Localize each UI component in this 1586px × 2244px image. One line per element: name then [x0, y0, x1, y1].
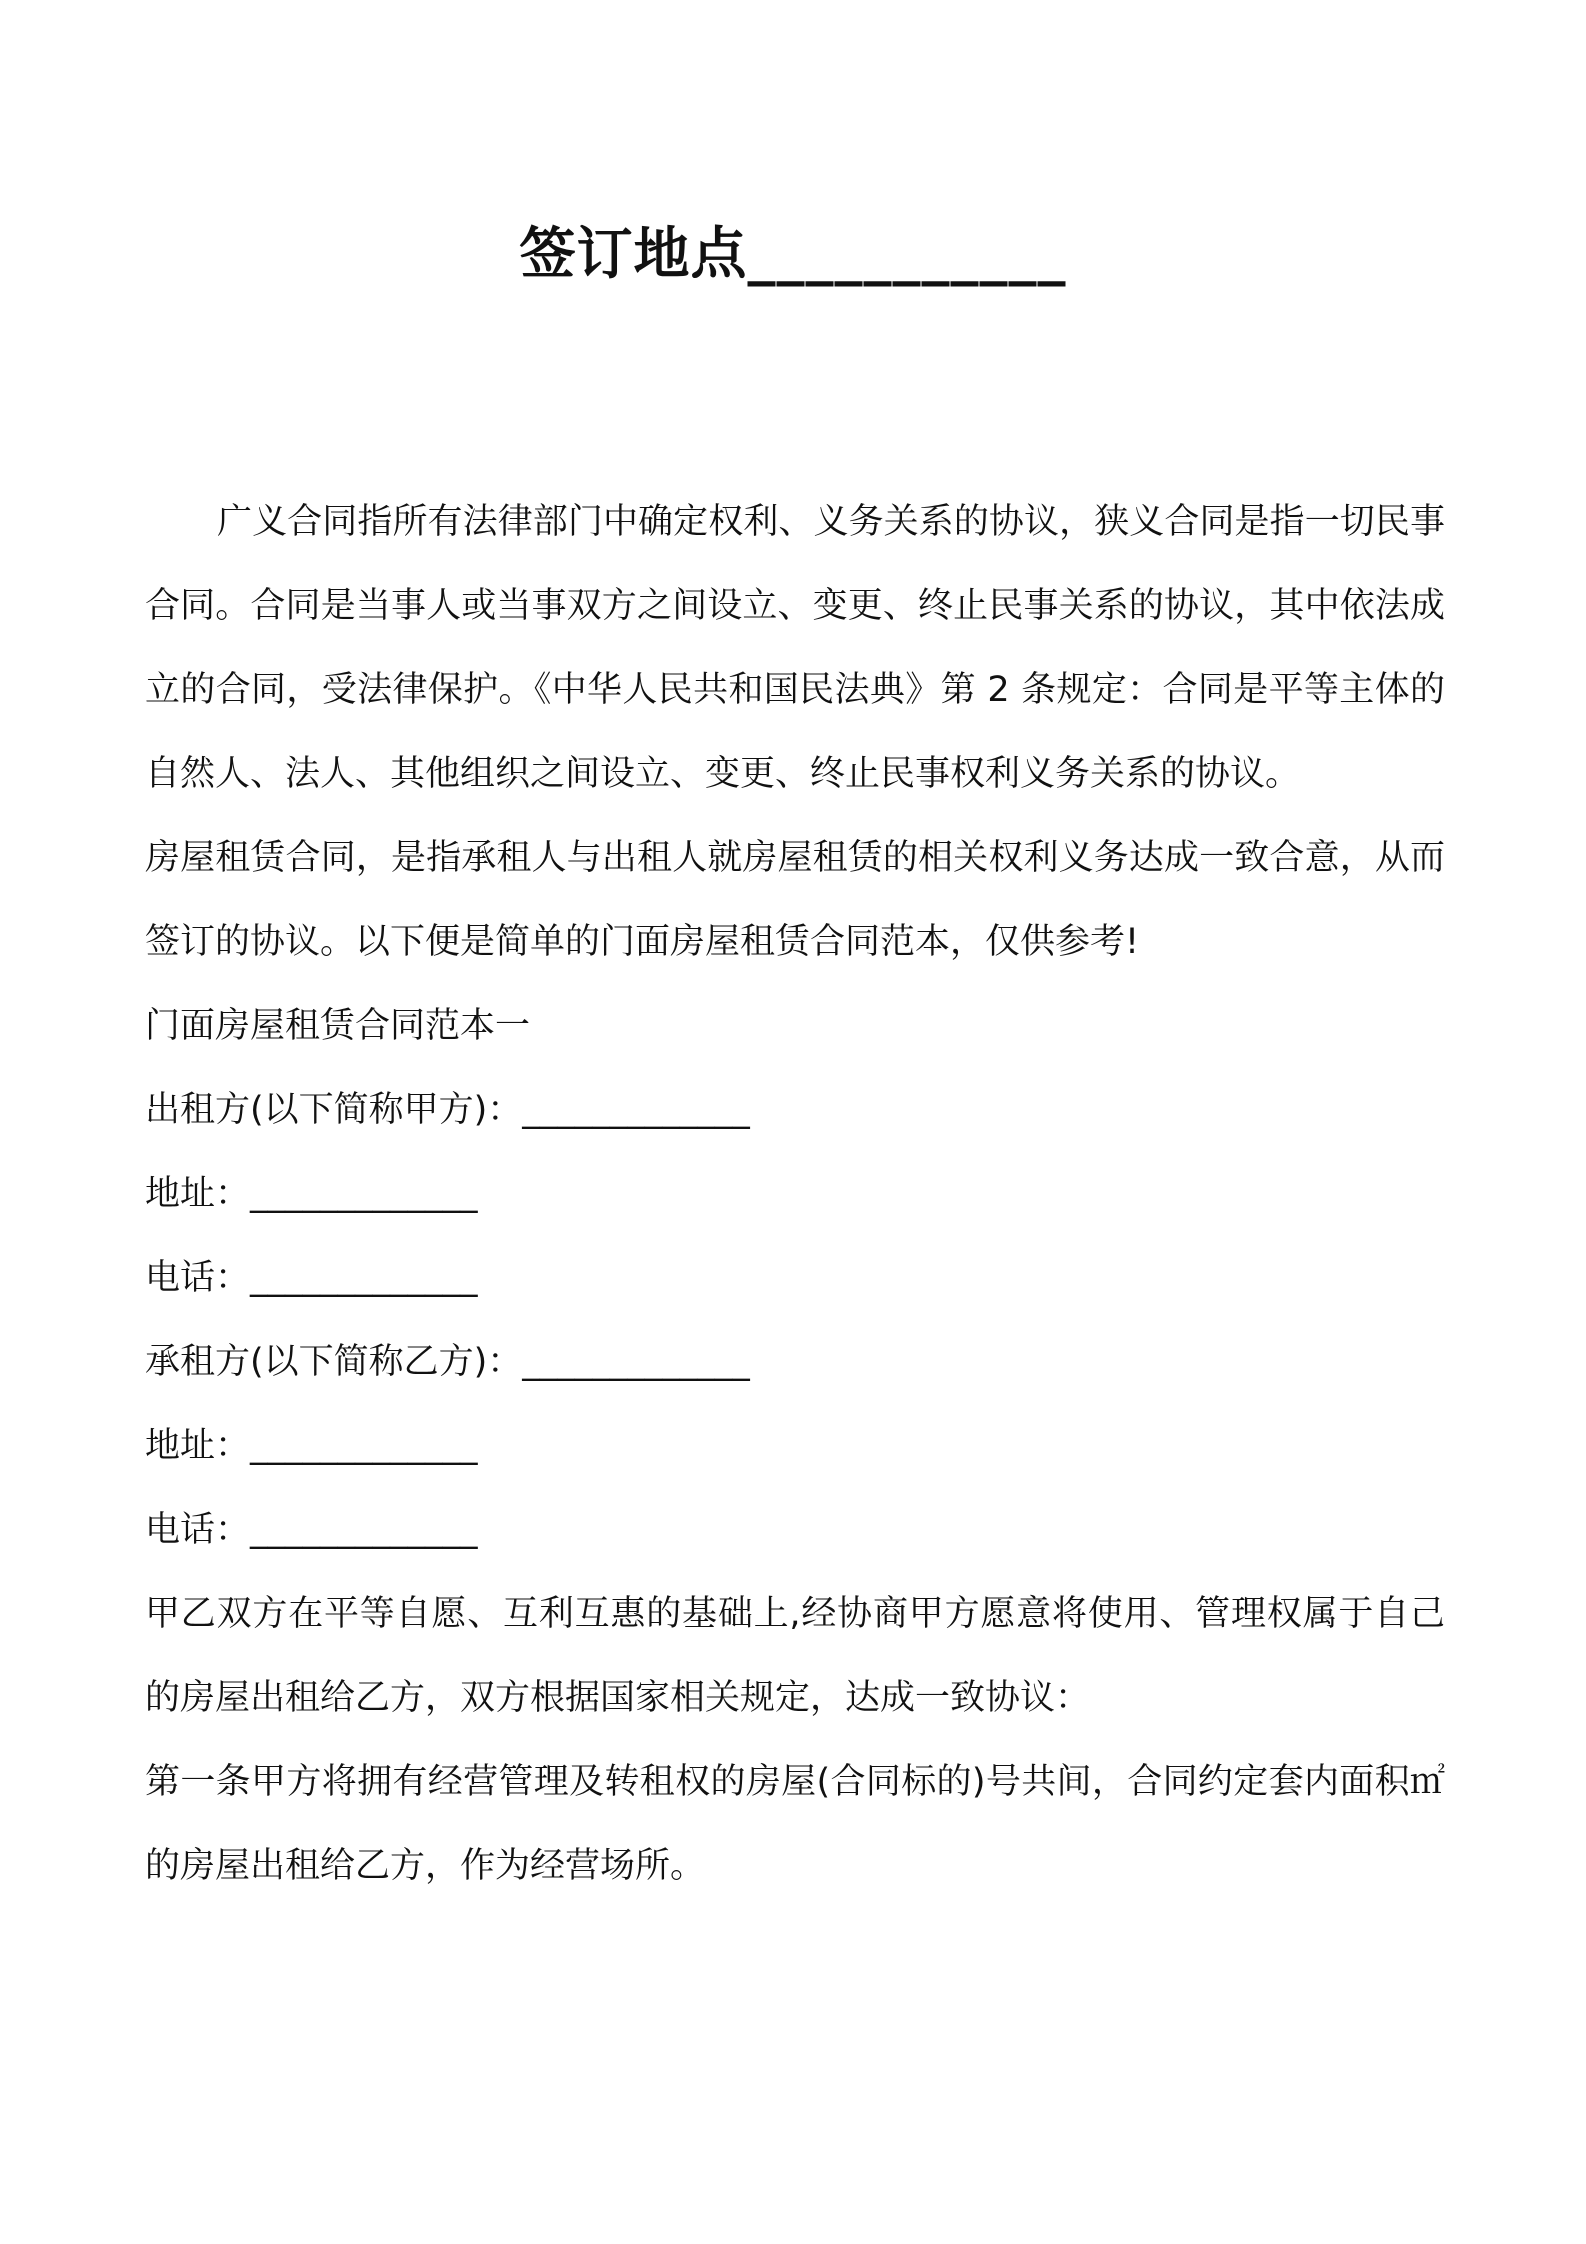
lessee-address-line: 地址：_____________	[145, 1426, 478, 1466]
article-one-paragraph: 第一条甲方将拥有经营管理及转租权的房屋(合同标的)号共间，合同约定套内面积㎡的房屋出租给乙方，作为经营场所。	[145, 1762, 1445, 1886]
lessee-phone-line: 电话：_____________	[145, 1510, 478, 1550]
agreement-paragraph: 甲乙双方在平等自愿、互利互惠的基础上,经协商甲方愿意将使用、管理权属于自己的房屋出租给乙方，双方根据国家相关规定，达成一致协议：	[145, 1594, 1445, 1718]
sample-title: 门面房屋租赁合同范本一	[145, 1006, 531, 1046]
lease-intro-paragraph: 房屋租赁合同，是指承租人与出租人就房屋租赁的相关权利义务达成一致合意，从而签订的协议。以下便是简单的门面房屋租赁合同范本，仅供参考!	[145, 838, 1445, 962]
document-body	[145, 480, 1445, 1908]
intro-paragraph: 广义合同指所有法律部门中确定权利、义务关系的协议，狭义合同是指一切民事合同。合同是当事人或当事双方之间设立、变更、终止民事关系的协议，其中依法成立的合同，受法律保护。《中华人民共和国民法典》第 2 条规定：合同是平等主体的自然人、法人、其他组织之间设立、变更、终止民事权利义务关系的协议。	[145, 502, 1445, 794]
lessor-address-line: 地址：_____________	[145, 1174, 478, 1214]
lessor-line: 出租方(以下简称甲方)：_____________	[145, 1090, 750, 1130]
lessor-phone-line: 电话：_____________	[145, 1258, 478, 1298]
lessee-line: 承租方(以下简称乙方)：_____________	[145, 1342, 750, 1382]
document-title: 签订地点___________	[519, 222, 1067, 287]
